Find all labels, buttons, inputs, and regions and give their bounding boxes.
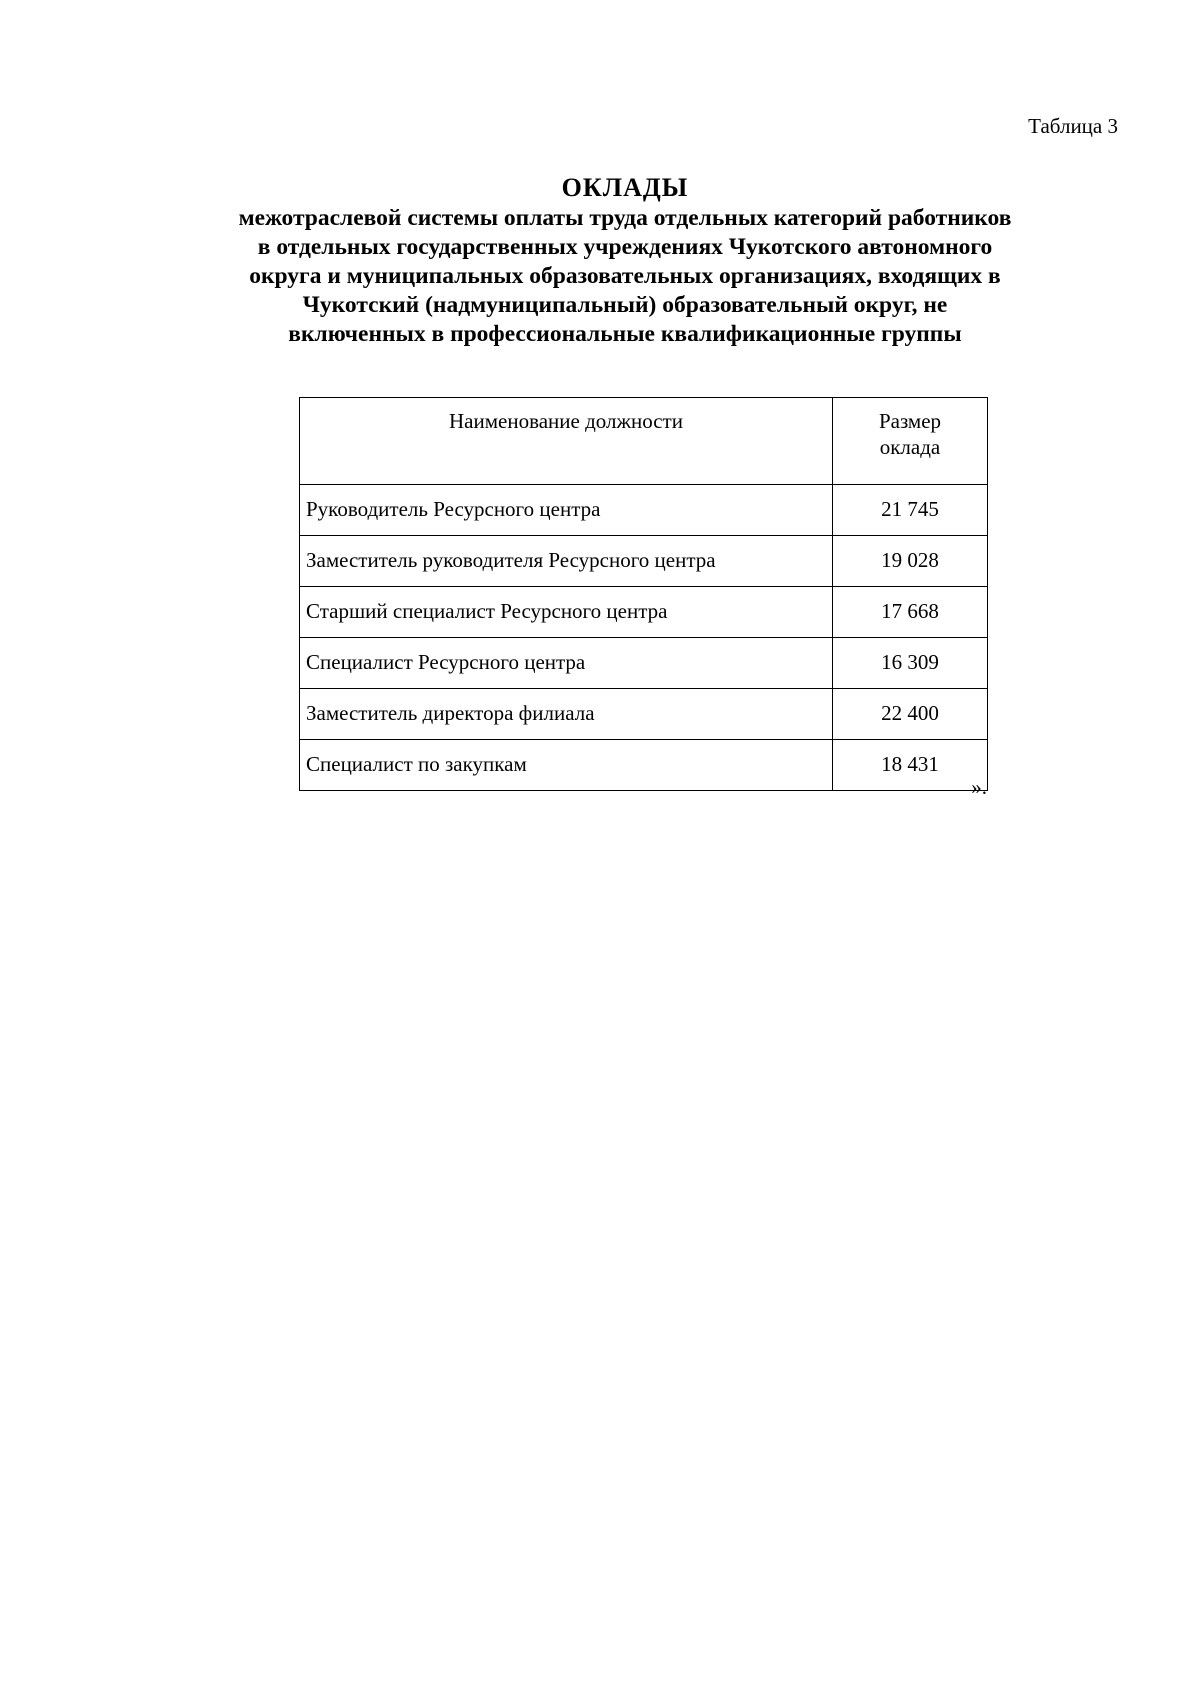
table-row	[300, 485, 988, 536]
salary-cell: 21 745	[833, 485, 988, 536]
position-cell: Специалист по закупкам	[300, 740, 833, 791]
header-salary-line2: оклада	[879, 435, 941, 459]
salary-cell: 17 668	[833, 587, 988, 638]
table-number-label: Таблица 3	[1028, 114, 1118, 138]
salary-cell: 19 028	[833, 536, 988, 587]
subtitle-line: в отдельных государственных учреждениях Чукотского автономного	[257, 234, 993, 260]
closing-quote-mark: ».	[971, 775, 987, 799]
salary-cell: 16 309	[833, 638, 988, 689]
subtitle-line: межотраслевой системы оплаты труда отдельных категорий работников	[238, 205, 1012, 231]
subtitle-line: округа и муниципальных образовательных организациях, входящих в	[249, 263, 1001, 289]
position-cell: Заместитель директора филиала	[300, 689, 833, 740]
subtitle-line: включенных в профессиональные квалификационные группы	[288, 321, 962, 347]
table-header-row	[300, 398, 988, 485]
position-cell: Специалист Ресурсного центра	[300, 638, 833, 689]
position-cell: Руководитель Ресурсного центра	[300, 485, 833, 536]
header-salary	[833, 398, 988, 485]
table-row	[300, 587, 988, 638]
salary-cell: 18 431	[833, 740, 988, 791]
title-block	[150, 172, 1100, 349]
table-row	[300, 638, 988, 689]
table-row	[300, 689, 988, 740]
table-row	[300, 740, 988, 791]
header-salary-line1: Размер	[878, 409, 942, 433]
salary-cell: 22 400	[833, 689, 988, 740]
position-cell: Заместитель руководителя Ресурсного центра	[300, 536, 833, 587]
header-position: Наименование должности	[300, 398, 833, 485]
document-title: ОКЛАДЫ	[561, 173, 689, 202]
position-cell: Старший специалист Ресурсного центра	[300, 587, 833, 638]
table-row	[300, 536, 988, 587]
subtitle-line: Чукотский (надмуниципальный) образовательный округ, не	[302, 292, 948, 318]
salary-table	[299, 397, 988, 791]
